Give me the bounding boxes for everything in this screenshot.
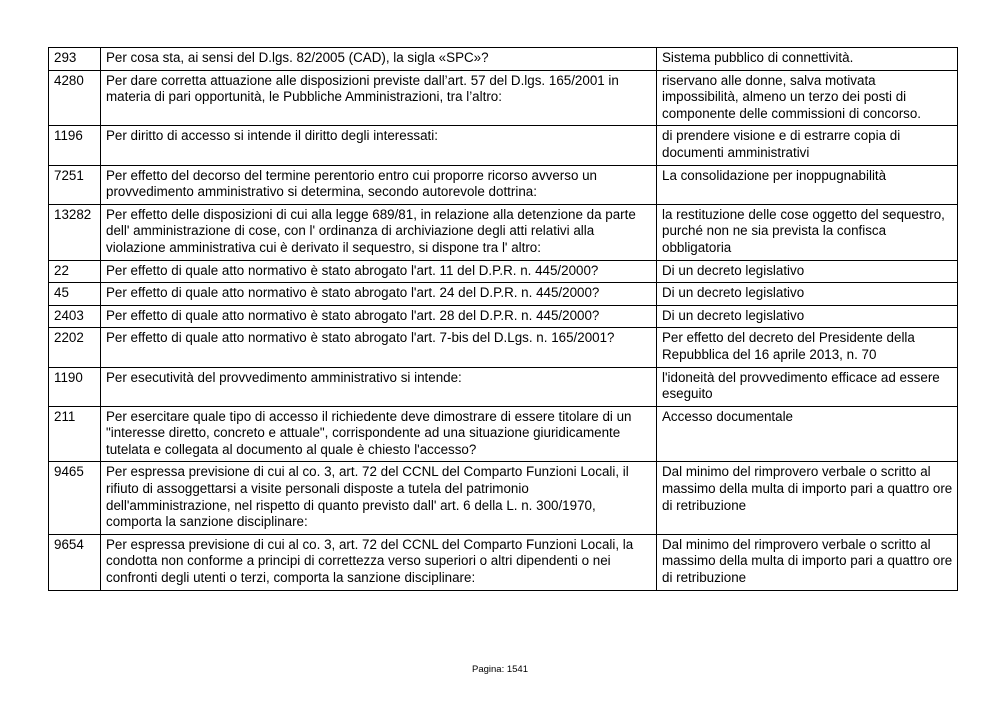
answer-text: la restituzione delle cose oggetto del sequestro, purché non ne sia prevista la confisca obbligatoria (657, 204, 958, 260)
question-text: Per effetto delle disposizioni di cui alla legge 689/81, in relazione alla detenzione da parte dell' amministrazione di cose, con l' ordinanza di archiviazione degli atti relativi alla violazione amministrativa cui è derivato il sequestro, si dispone tra l' altro: (101, 204, 657, 260)
table-row (49, 283, 958, 306)
answer-text: Dal minimo del rimprovero verbale o scritto al massimo della multa di importo pari a quattro ore di retribuzione (657, 534, 958, 590)
question-id: 22 (49, 260, 101, 283)
answer-text: di prendere visione e di estrarre copia di documenti amministrativi (657, 126, 958, 165)
question-text: Per esercitare quale tipo di accesso il richiedente deve dimostrare di essere titolare di un "interesse diretto, concreto e attuale", corrispondente ad una situazione giuridicamente tutelata e collegata al documento al quale è chiesto l'accesso? (101, 406, 657, 462)
table-row (49, 406, 958, 462)
question-text: Per diritto di accesso si intende il diritto degli interessati: (101, 126, 657, 165)
table-row (49, 328, 958, 367)
table-row (49, 305, 958, 328)
question-text: Per effetto di quale atto normativo è stato abrogato l'art. 28 del D.P.R. n. 445/2000? (101, 305, 657, 328)
table-row (49, 165, 958, 204)
answer-text: riservano alle donne, salva motivata impossibilità, almeno un terzo dei posti di componente delle commissioni di concorso. (657, 70, 958, 126)
question-id: 13282 (49, 204, 101, 260)
question-text: Per effetto del decorso del termine perentorio entro cui proporre ricorso avverso un provvedimento amministrativo si determina, secondo autorevole dottrina: (101, 165, 657, 204)
table-row (49, 70, 958, 126)
questions-table-body (49, 48, 958, 591)
table-row (49, 126, 958, 165)
answer-text: Sistema pubblico di connettività. (657, 48, 958, 71)
question-id: 7251 (49, 165, 101, 204)
question-text: Per effetto di quale atto normativo è stato abrogato l'art. 11 del D.P.R. n. 445/2000? (101, 260, 657, 283)
question-id: 9654 (49, 534, 101, 590)
question-id: 211 (49, 406, 101, 462)
question-id: 2403 (49, 305, 101, 328)
table-row (49, 204, 958, 260)
question-text: Per dare corretta attuazione alle disposizioni previste dall’art. 57 del D.lgs. 165/2001 in materia di pari opportunità, le Pubbliche Amministrazioni, tra l’altro: (101, 70, 657, 126)
question-id: 9465 (49, 462, 101, 534)
question-id: 2202 (49, 328, 101, 367)
table-row (49, 534, 958, 590)
table-row (49, 260, 958, 283)
questions-table (48, 47, 958, 591)
table-row (49, 367, 958, 406)
answer-text: Di un decreto legislativo (657, 260, 958, 283)
question-text: Per effetto di quale atto normativo è stato abrogato l'art. 7-bis del D.Lgs. n. 165/2001? (101, 328, 657, 367)
question-text: Per espressa previsione di cui al co. 3, art. 72 del CCNL del Comparto Funzioni Locali, il rifiuto di assoggettarsi a visite personali disposte a tutela del patrimonio dell'amministrazione, nel rispetto di quanto previsto dall' art. 6 della L. n. 300/1970, comporta la sanzione disciplinare: (101, 462, 657, 534)
answer-text: Di un decreto legislativo (657, 283, 958, 306)
answer-text: Per effetto del decreto del Presidente della Repubblica del 16 aprile 2013, n. 70 (657, 328, 958, 367)
page-number: Pagina: 1541 (472, 664, 528, 675)
question-text: Per espressa previsione di cui al co. 3, art. 72 del CCNL del Comparto Funzioni Locali, la condotta non conforme a principi di correttezza verso superiori o altri dipendenti o nei confronti degli utenti o terzi, comporta la sanzione disciplinare: (101, 534, 657, 590)
question-id: 1190 (49, 367, 101, 406)
answer-text: l'idoneità del provvedimento efficace ad essere eseguito (657, 367, 958, 406)
question-text: Per effetto di quale atto normativo è stato abrogato l'art. 24 del D.P.R. n. 445/2000? (101, 283, 657, 306)
question-text: Per cosa sta, ai sensi del D.lgs. 82/2005 (CAD), la sigla «SPC»? (101, 48, 657, 71)
table-row (49, 462, 958, 534)
question-id: 293 (49, 48, 101, 71)
question-id: 45 (49, 283, 101, 306)
answer-text: La consolidazione per inoppugnabilità (657, 165, 958, 204)
answer-text: Di un decreto legislativo (657, 305, 958, 328)
table-row (49, 48, 958, 71)
answer-text: Dal minimo del rimprovero verbale o scritto al massimo della multa di importo pari a quattro ore di retribuzione (657, 462, 958, 534)
answer-text: Accesso documentale (657, 406, 958, 462)
question-id: 4280 (49, 70, 101, 126)
question-id: 1196 (49, 126, 101, 165)
question-text: Per esecutività del provvedimento amministrativo si intende: (101, 367, 657, 406)
